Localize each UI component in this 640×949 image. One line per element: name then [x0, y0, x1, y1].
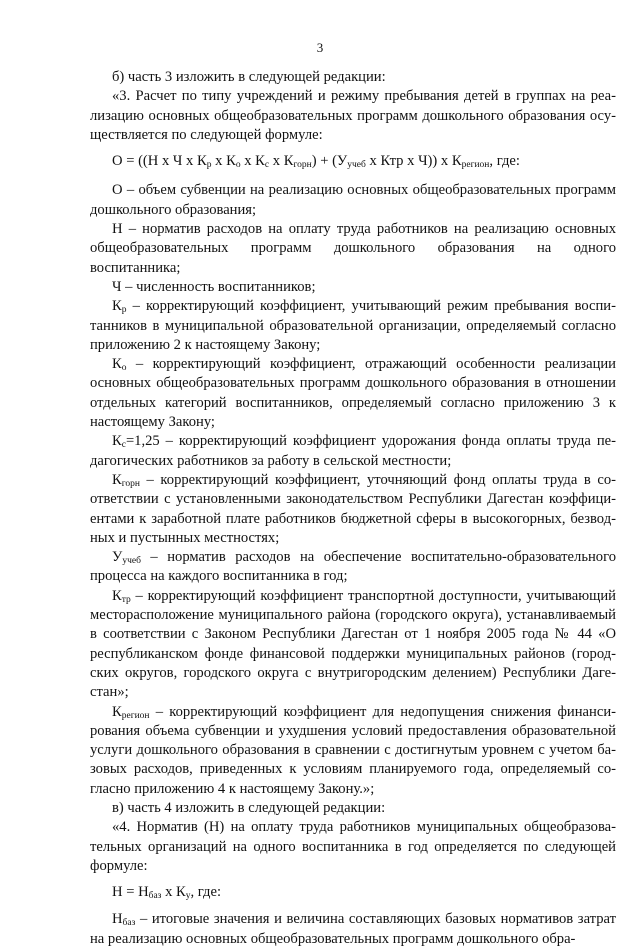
term-symbol: У: [112, 549, 123, 566]
paragraph-p5: [90, 278, 616, 297]
formula-text: х К: [211, 153, 236, 170]
formula-text: , где:: [190, 884, 222, 901]
term-subscript: горн: [121, 478, 140, 489]
formula-subscript: горн: [293, 160, 312, 171]
paragraph-p14: [90, 818, 616, 876]
document-body: [90, 68, 616, 949]
term-subscript: тр: [121, 594, 131, 605]
paragraph-text: – корректирующий коэффициент, учитывающий режим пребывания воспитанников в муниципальной образовательной организации, определяемый согласно приложению 2 к настоящему Закону;: [90, 298, 616, 353]
paragraph-p9: [90, 471, 616, 548]
paragraph-p11: [90, 587, 616, 703]
term-symbol: К: [112, 298, 122, 315]
paragraph-p8: [90, 432, 616, 471]
paragraph-p10: [90, 548, 616, 587]
formula-subscript: регион: [461, 160, 490, 171]
formula-subscript: учеб: [347, 160, 366, 171]
paragraph-text: б) часть 3 изложить в следующей редакции:: [112, 69, 386, 85]
formula-text: х К: [161, 884, 186, 901]
term-subscript: регион: [121, 710, 150, 721]
paragraph-text: – корректирующий коэффициент, отражающий особенности реализации основных общеобразовательных программ дошкольного образования в отношении отдельных категорий воспитанников, определяемый согласно приложению 3 к настоящему Закону;: [90, 356, 616, 431]
term-subscript: с: [121, 440, 126, 451]
paragraph-text: в) часть 4 изложить в следующей редакции:: [112, 799, 386, 816]
term-symbol: К: [112, 356, 122, 373]
formula-text: О = ((Н х Ч х К: [112, 153, 207, 170]
paragraph-p4: [90, 220, 616, 278]
paragraph-text: «3. Расчет по типу учреждений и режиму пребывания детей в группах на реализацию основных общеобразовательных программ дошкольного образования осуществляется по следующей формуле:: [90, 88, 616, 143]
formula-subscript: с: [264, 160, 270, 171]
formula-text: ) + (У: [311, 153, 348, 170]
term-subscript: баз: [122, 918, 136, 929]
paragraph-p7: [90, 355, 616, 432]
formula-text: х Ктр х Ч)) х К: [365, 153, 462, 170]
term-subscript: о: [121, 363, 127, 374]
paragraph-p3: [90, 181, 616, 220]
term-symbol: Н: [112, 911, 123, 928]
paragraph-p6: [90, 297, 616, 355]
paragraph-p12: [90, 703, 616, 799]
paragraph-text: Ч – численность воспитанников;: [112, 278, 316, 295]
paragraph-text: О – объем субвенции на реализацию основных общеобразовательных программ дошкольного образования;: [90, 182, 616, 218]
paragraph-p13: [90, 799, 616, 818]
paragraph-p1: [90, 68, 616, 87]
formula-text: Н = Н: [112, 884, 149, 901]
paragraph-text: – корректирующий коэффициент, уточняющий фонд оплаты труда в соответствии с установленными законодательством Республики Дагестан коэффициентами к заработной плате работников бюджетной сферы в высокогорных, безводных и пустынных местностях;: [90, 471, 616, 546]
paragraph-text: – норматив расходов на обеспечение воспитательно-образовательного процесса на каждого воспитанника в год;: [90, 549, 616, 585]
term-subscript: р: [121, 305, 127, 316]
formula2: [90, 883, 616, 902]
paragraph-p15: [90, 910, 616, 949]
paragraph-text: =1,25 – корректирующий коэффициент удорожания фонда оплаты труда педагогических работников за работу в сельской местности;: [90, 433, 616, 469]
term-subscript: учеб: [122, 556, 141, 567]
formula-text: , где:: [489, 153, 520, 170]
formula-subscript: р: [206, 160, 212, 171]
paragraph-text: – корректирующий коэффициент транспортной доступности, учитывающий месторасположение муниципального района (городского округа), устанавливаемый в соответствии с Законом Республики Дагестан от 1 ноября 2005 года № 44 «О республиканском фонде финансовой поддержки муниципальных районов (городских округов, городского округа с внутригородским делением) Республики Дагестан»;: [90, 587, 616, 701]
term-symbol: К: [112, 587, 122, 604]
paragraph-p2: [90, 87, 616, 145]
page-number: 3: [316, 40, 324, 55]
formula-text: х К: [240, 153, 265, 170]
formula-subscript: у: [185, 891, 191, 902]
formula-subscript: баз: [148, 891, 162, 902]
term-symbol: К: [112, 433, 122, 450]
formula-text: х К: [269, 153, 294, 170]
formula1: [90, 152, 616, 171]
paragraph-text: «4. Норматив (Н) на оплату труда работников муниципальных общеобразовательных организаций на одного воспитанника в год определяется по следующей формуле:: [90, 819, 616, 874]
formula-subscript: о: [235, 160, 241, 171]
term-symbol: К: [112, 703, 122, 720]
term-symbol: К: [112, 471, 122, 488]
paragraph-text: Н – норматив расходов на оплату труда работников на реализацию основных общеобразовательных программ дошкольного образования на одного воспитанника;: [90, 221, 616, 276]
paragraph-text: – итоговые значения и величина составляющих базовых нормативов затрат на реализацию основных общеобразовательных программ дошкольного обра-: [90, 911, 616, 947]
paragraph-text: – корректирующий коэффициент для недопущения снижения финансирования объема субвенции и ухудшения условий предоставления образовательной услуги дошкольного образования в сравнении с достигнутым уровнем с учетом базовых расходов, приведенных к условиям планируемого года, определяемый согласно приложению 4 к настоящему Закону.»;: [90, 703, 616, 797]
